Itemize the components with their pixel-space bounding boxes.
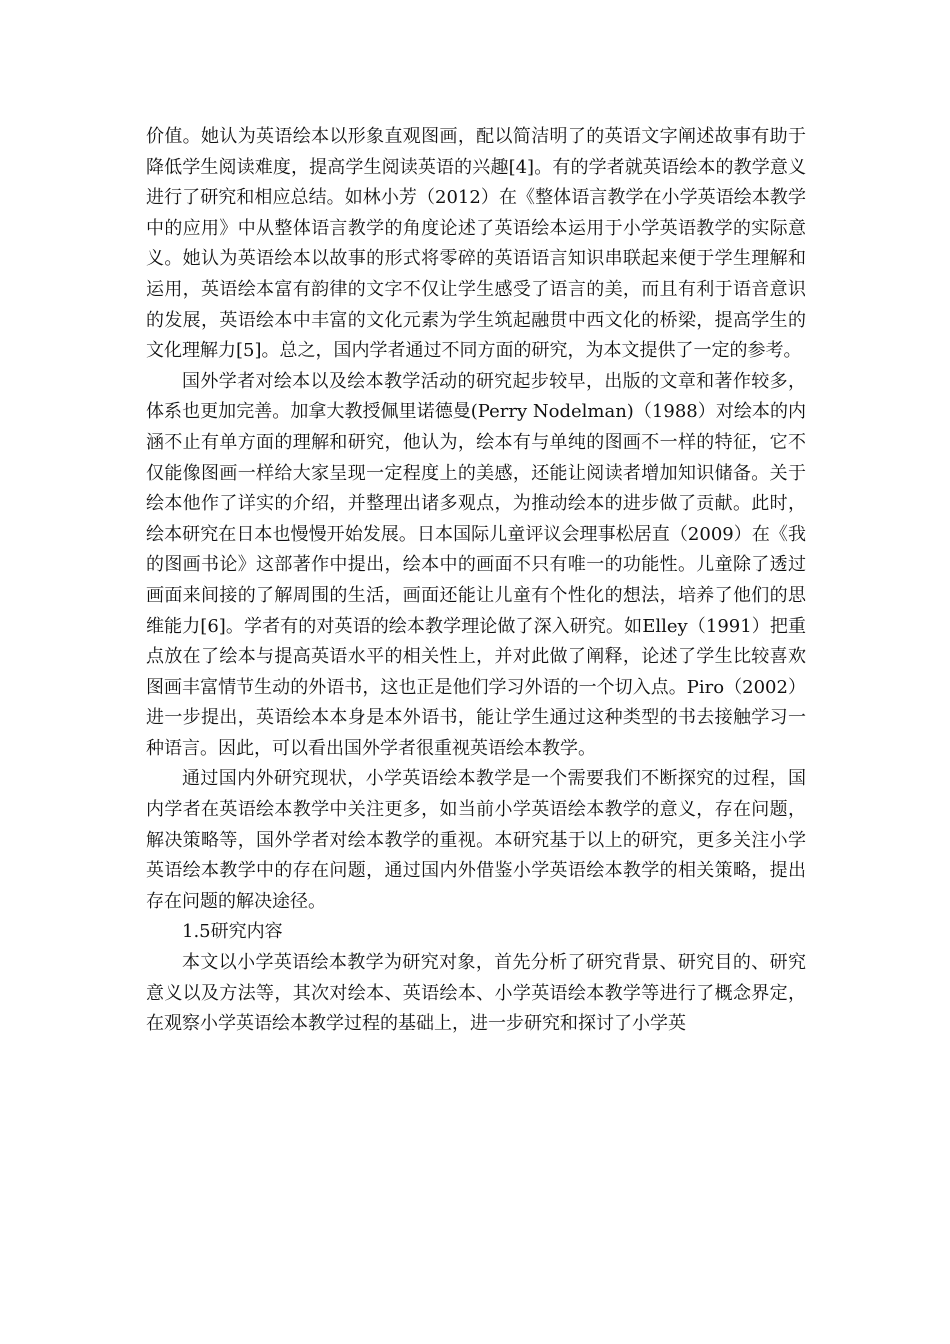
paragraph-domestic-research-continued: 价值。她认为英语绘本以形象直观图画，配以简洁明了的英语文字阐述故事有助于降低学生阅读难度，提高学生阅读英语的兴趣[4]。有的学者就英语绘本的教学意义进行了研究和相应总结。如林小芳（2012）在《整体语言教学在小学英语绘本教学中的应用》中从整体语言教学的角度论述了英语绘本运用于小学英语教学的实际意义。她认为英语绘本以故事的形式将零碎的英语语言知识串联起来便于学生理解和运用，英语绘本富有韵律的文字不仅让学生感受了语言的美，而且有利于语音意识的发展，英语绘本中丰富的文化元素为学生筑起融贯中西文化的桥梁，提高学生的文化理解力[5]。总之，国内学者通过不同方面的研究，为本文提供了一定的参考。	[146, 126, 806, 362]
paragraph-foreign-research: 国外学者对绘本以及绘本教学活动的研究起步较早，出版的文章和著作较多，体系也更加完善。加拿大教授佩里诺德曼(Perry Nodelman)（1988）对绘本的内涵不止有单方面的理解和研究，他认为，绘本有与单纯的图画不一样的特征，它不仅能像图画一样给大家呈现一定程度上的美感，还能让阅读者增加知识储备。关于绘本他作了详实的介绍，并整理出诸多观点，为推动绘本的进步做了贡献。此时，绘本研究在日本也慢慢开始发展。日本国际儿童评议会理事松居直（2009）在《我的图画书论》这部著作中提出，绘本中的画面不只有唯一的功能性。儿童除了透过画面来间接的了解周围的生活，画面还能让儿童有个性化的想法，培养了他们的思维能力[6]。学者有的对英语的绘本教学理论做了深入研究。如Elley（1991）把重点放在了绘本与提高英语水平的相关性上，并对此做了阐释，论述了学生比较喜欢图画丰富情节生动的外语书，这也正是他们学习外语的一个切入点。Piro（2002）进一步提出，英语绘本本身是本外语书，能让学生通过这种类型的书去接触学习一种语言。因此，可以看出国外学者很重视英语绘本教学。	[146, 370, 806, 759]
document-page	[146, 122, 806, 1040]
paragraph-research-content: 本文以小学英语绘本教学为研究对象，首先分析了研究背景、研究目的、研究意义以及方法等，其次对绘本、英语绘本、小学英语绘本教学等进行了概念界定，在观察小学英语绘本教学过程的基础上，进一步研究和探讨了小学英	[146, 952, 806, 1035]
section-heading: 1.5研究内容	[182, 921, 283, 943]
paragraph-research-summary: 通过国内外研究现状，小学英语绘本教学是一个需要我们不断探究的过程，国内学者在英语绘本教学中关注更多，如当前小学英语绘本教学的意义，存在问题，解决策略等，国外学者对绘本教学的重视。本研究基于以上的研究，更多关注小学英语绘本教学中的存在问题，通过国内外借鉴小学英语绘本教学的相关策略，提出存在问题的解决途径。	[146, 768, 806, 912]
